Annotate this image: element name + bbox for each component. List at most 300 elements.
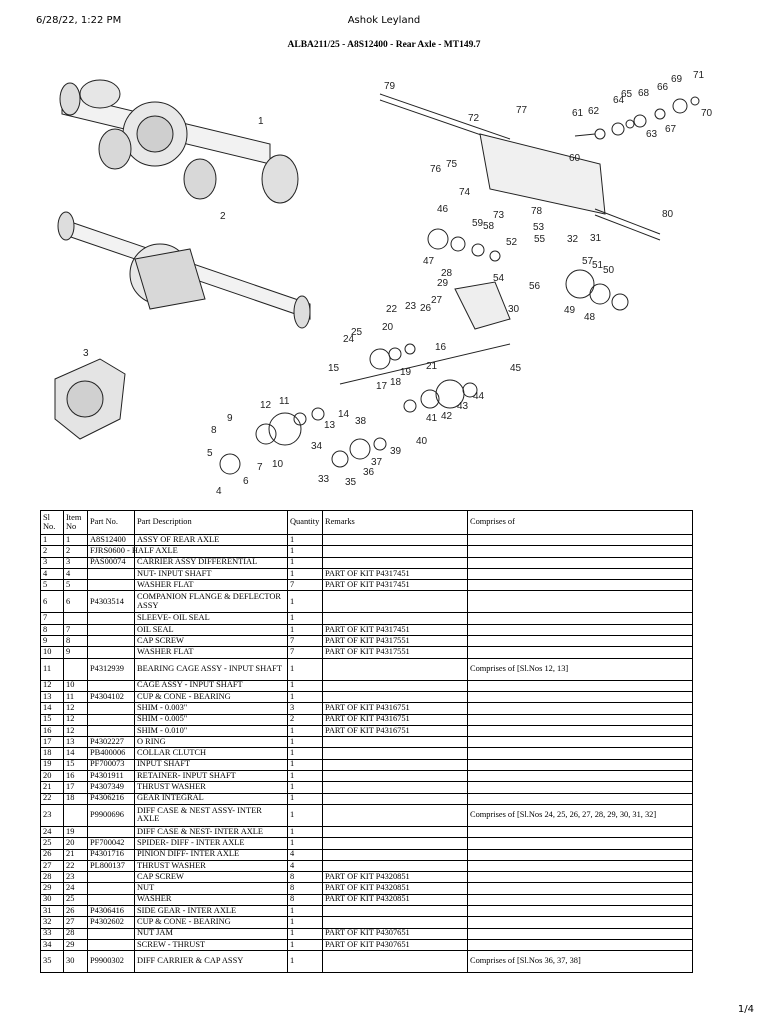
cell-sl-no: 6 xyxy=(41,591,64,613)
cell-item-no: 3 xyxy=(64,557,88,568)
cell-sl-no: 21 xyxy=(41,782,64,793)
cell-description: THRUST WASHER xyxy=(135,860,288,871)
table-row xyxy=(41,591,693,613)
cell-item-no: 13 xyxy=(64,737,88,748)
cell-sl-no: 30 xyxy=(41,894,64,905)
table-row xyxy=(41,535,693,546)
cell-quantity: 8 xyxy=(288,883,323,894)
table-row xyxy=(41,714,693,725)
cell-sl-no: 24 xyxy=(41,826,64,837)
svg-text:22: 22 xyxy=(386,304,398,315)
svg-text:50: 50 xyxy=(603,265,615,276)
cell-sl-no: 31 xyxy=(41,906,64,917)
table-row xyxy=(41,568,693,579)
svg-text:62: 62 xyxy=(588,106,600,117)
cell-comprises xyxy=(468,636,693,647)
cell-remarks: PART OF KIT P4317551 xyxy=(323,647,468,658)
cell-sl-no: 8 xyxy=(41,624,64,635)
cell-item-no: 27 xyxy=(64,917,88,928)
cell-comprises: Comprises of [Sl.Nos 12, 13] xyxy=(468,658,693,680)
cell-description: SHIM - 0.005" xyxy=(135,714,288,725)
svg-text:79: 79 xyxy=(384,81,396,92)
cell-quantity: 1 xyxy=(288,624,323,635)
cell-quantity: 7 xyxy=(288,580,323,591)
cell-remarks xyxy=(323,860,468,871)
cell-item-no: 30 xyxy=(64,951,88,973)
cell-part-no: PB400006 xyxy=(88,748,135,759)
axle-assembly-2-illustration xyxy=(58,212,310,328)
table-row xyxy=(41,793,693,804)
cell-sl-no: 3 xyxy=(41,557,64,568)
svg-text:74: 74 xyxy=(459,187,471,198)
cell-description: SHIM - 0.003" xyxy=(135,703,288,714)
cell-remarks xyxy=(323,680,468,691)
cell-quantity: 1 xyxy=(288,557,323,568)
cell-description: NUT xyxy=(135,883,288,894)
table-row xyxy=(41,771,693,782)
cell-item-no: 17 xyxy=(64,782,88,793)
cell-comprises xyxy=(468,568,693,579)
cell-comprises xyxy=(468,580,693,591)
cell-comprises xyxy=(468,535,693,546)
table-row xyxy=(41,883,693,894)
cell-item-no: 28 xyxy=(64,928,88,939)
cell-item-no: 12 xyxy=(64,703,88,714)
cell-part-no xyxy=(88,928,135,939)
cell-quantity: 1 xyxy=(288,759,323,770)
svg-text:8: 8 xyxy=(211,425,217,436)
cell-item-no: 16 xyxy=(64,771,88,782)
cell-sl-no: 32 xyxy=(41,917,64,928)
halfshaft-exploded-illustration xyxy=(380,94,699,240)
cell-quantity: 1 xyxy=(288,782,323,793)
cell-part-no: P4306416 xyxy=(88,906,135,917)
table-row xyxy=(41,703,693,714)
cell-remarks xyxy=(323,917,468,928)
cell-sl-no: 10 xyxy=(41,647,64,658)
cell-part-no: PAS00074 xyxy=(88,557,135,568)
table-row xyxy=(41,691,693,702)
cell-part-no: PF700073 xyxy=(88,759,135,770)
cell-description: SHIM - 0.010" xyxy=(135,725,288,736)
cell-remarks xyxy=(323,759,468,770)
cell-part-no: P4306216 xyxy=(88,793,135,804)
cell-part-no xyxy=(88,624,135,635)
cell-remarks xyxy=(323,737,468,748)
svg-text:61: 61 xyxy=(572,108,584,119)
cell-comprises xyxy=(468,782,693,793)
col-header-part-no: Part No. xyxy=(88,511,135,535)
table-row xyxy=(41,613,693,624)
cell-item-no: 11 xyxy=(64,691,88,702)
cell-description: CARRIER ASSY DIFFERENTIAL xyxy=(135,557,288,568)
cell-part-no xyxy=(88,714,135,725)
cell-quantity: 1 xyxy=(288,737,323,748)
svg-text:58: 58 xyxy=(483,221,495,232)
cell-description: ASSY OF REAR AXLE xyxy=(135,535,288,546)
svg-text:68: 68 xyxy=(638,88,650,99)
table-row xyxy=(41,658,693,680)
svg-text:34: 34 xyxy=(311,441,323,452)
cell-part-no xyxy=(88,647,135,658)
svg-text:78: 78 xyxy=(531,206,543,217)
col-header-comprises: Comprises of xyxy=(468,511,693,535)
svg-text:29: 29 xyxy=(437,278,449,289)
cell-item-no: 24 xyxy=(64,883,88,894)
cell-description: SCREW - THRUST xyxy=(135,939,288,950)
cell-sl-no: 18 xyxy=(41,748,64,759)
cell-part-no xyxy=(88,883,135,894)
cell-description: SIDE GEAR - INTER AXLE xyxy=(135,906,288,917)
cell-quantity: 1 xyxy=(288,951,323,973)
cell-sl-no: 7 xyxy=(41,613,64,624)
cell-quantity: 1 xyxy=(288,591,323,613)
table-row xyxy=(41,928,693,939)
svg-text:55: 55 xyxy=(534,234,546,245)
svg-text:46: 46 xyxy=(437,204,449,215)
cell-part-no: P4312939 xyxy=(88,658,135,680)
cell-description: WASHER FLAT xyxy=(135,647,288,658)
cell-description: NUT- INPUT SHAFT xyxy=(135,568,288,579)
axle-assembly-1-illustration xyxy=(60,80,298,203)
cell-description: DIFF CARRIER & CAP ASSY xyxy=(135,951,288,973)
cell-description: SPIDER- DIFF - INTER AXLE xyxy=(135,838,288,849)
cell-sl-no: 25 xyxy=(41,838,64,849)
table-row xyxy=(41,826,693,837)
differential-carrier-3-illustration xyxy=(55,359,125,439)
table-row xyxy=(41,680,693,691)
cell-description: CAGE ASSY - INPUT SHAFT xyxy=(135,680,288,691)
cell-remarks: PART OF KIT P4316751 xyxy=(323,714,468,725)
cell-quantity: 1 xyxy=(288,793,323,804)
cell-comprises xyxy=(468,703,693,714)
cell-remarks: PART OF KIT P4320851 xyxy=(323,883,468,894)
cell-part-no xyxy=(88,613,135,624)
print-datetime: 6/28/22, 1:22 PM xyxy=(36,15,122,26)
cell-remarks: PART OF KIT P4320851 xyxy=(323,872,468,883)
cell-quantity: 1 xyxy=(288,928,323,939)
cell-sl-no: 11 xyxy=(41,658,64,680)
cell-part-no xyxy=(88,939,135,950)
cell-part-no: P4301911 xyxy=(88,771,135,782)
table-row xyxy=(41,725,693,736)
cell-description: BEARING CAGE ASSY - INPUT SHAFT xyxy=(135,658,288,680)
svg-text:49: 49 xyxy=(564,305,576,316)
cell-part-no xyxy=(88,580,135,591)
cell-description: WASHER FLAT xyxy=(135,580,288,591)
cell-remarks: PART OF KIT P4317451 xyxy=(323,624,468,635)
cell-sl-no: 17 xyxy=(41,737,64,748)
cell-sl-no: 34 xyxy=(41,939,64,950)
cell-comprises xyxy=(468,714,693,725)
table-row xyxy=(41,737,693,748)
cell-comprises xyxy=(468,928,693,939)
table-row xyxy=(41,804,693,826)
col-header-remarks: Remarks xyxy=(323,511,468,535)
cell-sl-no: 16 xyxy=(41,725,64,736)
svg-text:54: 54 xyxy=(493,273,505,284)
svg-text:64: 64 xyxy=(613,95,625,106)
cell-comprises: Comprises of [Sl.Nos 36, 37, 38] xyxy=(468,951,693,973)
cell-remarks xyxy=(323,906,468,917)
cell-comprises xyxy=(468,591,693,613)
svg-text:51: 51 xyxy=(592,260,604,271)
cell-sl-no: 19 xyxy=(41,759,64,770)
cell-remarks xyxy=(323,849,468,860)
svg-text:2: 2 xyxy=(220,211,226,222)
svg-text:43: 43 xyxy=(457,401,469,412)
cell-comprises xyxy=(468,894,693,905)
cell-remarks: PART OF KIT P4307651 xyxy=(323,939,468,950)
cell-quantity: 1 xyxy=(288,680,323,691)
cell-item-no: 14 xyxy=(64,748,88,759)
cell-item-no xyxy=(64,658,88,680)
cell-quantity: 1 xyxy=(288,826,323,837)
col-header-sl-no: Sl No. xyxy=(41,511,64,535)
cell-item-no: 22 xyxy=(64,860,88,871)
cell-comprises xyxy=(468,725,693,736)
cell-item-no: 20 xyxy=(64,838,88,849)
cell-description: INPUT SHAFT xyxy=(135,759,288,770)
exploded-parts-diagram xyxy=(40,54,732,506)
table-row xyxy=(41,872,693,883)
cell-part-no: P9900696 xyxy=(88,804,135,826)
cell-sl-no: 20 xyxy=(41,771,64,782)
cell-part-no: P9900302 xyxy=(88,951,135,973)
table-row xyxy=(41,838,693,849)
cell-sl-no: 1 xyxy=(41,535,64,546)
cell-part-no xyxy=(88,725,135,736)
cell-remarks xyxy=(323,804,468,826)
cell-comprises xyxy=(468,917,693,928)
svg-text:10: 10 xyxy=(272,459,284,470)
table-row xyxy=(41,906,693,917)
svg-text:33: 33 xyxy=(318,474,330,485)
svg-text:31: 31 xyxy=(590,233,602,244)
cell-part-no xyxy=(88,680,135,691)
svg-text:13: 13 xyxy=(324,420,336,431)
cell-remarks xyxy=(323,658,468,680)
cell-item-no: 8 xyxy=(64,636,88,647)
cell-quantity: 7 xyxy=(288,647,323,658)
table-row xyxy=(41,849,693,860)
cell-part-no: P4301716 xyxy=(88,849,135,860)
cell-description: DIFF CASE & NEST- INTER AXLE xyxy=(135,826,288,837)
cell-part-no xyxy=(88,872,135,883)
cell-part-no: P4307349 xyxy=(88,782,135,793)
cell-sl-no: 14 xyxy=(41,703,64,714)
svg-text:21: 21 xyxy=(426,361,438,372)
cell-remarks: PART OF KIT P4320851 xyxy=(323,894,468,905)
cell-part-no xyxy=(88,568,135,579)
page-number: 1/4 xyxy=(737,1004,754,1015)
cell-remarks xyxy=(323,951,468,973)
svg-text:3: 3 xyxy=(83,348,89,359)
cell-description: CAP SCREW xyxy=(135,636,288,647)
cell-comprises xyxy=(468,624,693,635)
cell-description: OIL SEAL xyxy=(135,624,288,635)
cell-item-no: 2 xyxy=(64,546,88,557)
cell-part-no: A8S12400 xyxy=(88,535,135,546)
cell-sl-no: 28 xyxy=(41,872,64,883)
table-row xyxy=(41,917,693,928)
cell-description: COLLAR CLUTCH xyxy=(135,748,288,759)
cell-sl-no: 4 xyxy=(41,568,64,579)
svg-text:41: 41 xyxy=(426,413,438,424)
cell-item-no: 5 xyxy=(64,580,88,591)
cell-remarks xyxy=(323,826,468,837)
cell-item-no: 25 xyxy=(64,894,88,905)
cell-quantity: 1 xyxy=(288,535,323,546)
svg-text:20: 20 xyxy=(382,322,394,333)
cell-comprises xyxy=(468,849,693,860)
cell-sl-no: 12 xyxy=(41,680,64,691)
cell-sl-no: 9 xyxy=(41,636,64,647)
cell-quantity: 2 xyxy=(288,714,323,725)
cell-quantity: 1 xyxy=(288,804,323,826)
svg-text:28: 28 xyxy=(441,268,453,279)
cell-remarks xyxy=(323,546,468,557)
cell-description: NUT JAM xyxy=(135,928,288,939)
svg-text:73: 73 xyxy=(493,210,505,221)
svg-text:60: 60 xyxy=(569,153,581,164)
cell-comprises xyxy=(468,939,693,950)
svg-text:18: 18 xyxy=(390,377,402,388)
document-title: ALBA211/25 - A8S12400 - Rear Axle - MT149.7 xyxy=(287,40,481,50)
cell-sl-no: 15 xyxy=(41,714,64,725)
svg-text:4: 4 xyxy=(216,486,222,497)
cell-description: WASHER xyxy=(135,894,288,905)
cell-part-no xyxy=(88,826,135,837)
cell-description: SLEEVE- OIL SEAL xyxy=(135,613,288,624)
cell-item-no: 4 xyxy=(64,568,88,579)
cell-description: COMPANION FLANGE & DEFLECTOR ASSY xyxy=(135,591,288,613)
cell-sl-no: 35 xyxy=(41,951,64,973)
table-row xyxy=(41,951,693,973)
svg-text:75: 75 xyxy=(446,159,458,170)
cell-comprises xyxy=(468,906,693,917)
cell-comprises xyxy=(468,557,693,568)
cell-item-no: 21 xyxy=(64,849,88,860)
cell-comprises xyxy=(468,771,693,782)
svg-text:17: 17 xyxy=(376,381,388,392)
svg-text:7: 7 xyxy=(257,462,263,473)
svg-text:23: 23 xyxy=(405,301,417,312)
cell-item-no: 18 xyxy=(64,793,88,804)
svg-text:67: 67 xyxy=(665,124,677,135)
cell-comprises xyxy=(468,691,693,702)
svg-text:11: 11 xyxy=(279,396,290,407)
svg-text:26: 26 xyxy=(420,303,432,314)
table-row xyxy=(41,580,693,591)
cell-part-no xyxy=(88,703,135,714)
cell-comprises xyxy=(468,883,693,894)
cell-item-no xyxy=(64,613,88,624)
svg-text:65: 65 xyxy=(621,89,633,100)
svg-text:47: 47 xyxy=(423,256,435,267)
cell-part-no: P4303514 xyxy=(88,591,135,613)
cell-remarks: PART OF KIT P4317551 xyxy=(323,636,468,647)
table-row xyxy=(41,546,693,557)
cell-comprises xyxy=(468,748,693,759)
cell-remarks xyxy=(323,838,468,849)
page-bottom-clip xyxy=(0,1013,768,1024)
cell-sl-no: 33 xyxy=(41,928,64,939)
cell-quantity: 1 xyxy=(288,906,323,917)
cell-description: O RING xyxy=(135,737,288,748)
cell-description: CUP & CONE - BEARING xyxy=(135,691,288,702)
cell-description: RETAINER- INPUT SHAFT xyxy=(135,771,288,782)
cell-comprises: Comprises of [Sl.Nos 24, 25, 26, 27, 28, 29, 30, 31, 32] xyxy=(468,804,693,826)
cell-comprises xyxy=(468,793,693,804)
cell-comprises xyxy=(468,680,693,691)
cell-item-no: 12 xyxy=(64,714,88,725)
svg-text:36: 36 xyxy=(363,467,375,478)
svg-text:30: 30 xyxy=(508,304,520,315)
col-header-item-no: Item No xyxy=(64,511,88,535)
cell-quantity: 7 xyxy=(288,636,323,647)
cell-sl-no: 27 xyxy=(41,860,64,871)
cell-item-no: 1 xyxy=(64,535,88,546)
table-row xyxy=(41,624,693,635)
cell-sl-no: 13 xyxy=(41,691,64,702)
cell-part-no xyxy=(88,636,135,647)
cell-part-no: FJRS0600 - HALF AXLE xyxy=(88,546,135,557)
svg-text:72: 72 xyxy=(468,113,480,124)
site-name: Ashok Leyland xyxy=(347,15,421,26)
svg-text:1: 1 xyxy=(258,116,264,127)
cell-remarks xyxy=(323,782,468,793)
table-row xyxy=(41,782,693,793)
cell-item-no: 26 xyxy=(64,906,88,917)
cell-remarks: PART OF KIT P4307651 xyxy=(323,928,468,939)
svg-text:45: 45 xyxy=(510,363,522,374)
table-row xyxy=(41,557,693,568)
svg-text:25: 25 xyxy=(351,327,363,338)
cell-comprises xyxy=(468,613,693,624)
cell-item-no: 23 xyxy=(64,872,88,883)
cell-description: THRUST WASHER xyxy=(135,782,288,793)
cell-remarks: PART OF KIT P4317451 xyxy=(323,580,468,591)
cell-quantity: 1 xyxy=(288,748,323,759)
cell-remarks: PART OF KIT P4317451 xyxy=(323,568,468,579)
cell-part-no xyxy=(88,894,135,905)
svg-text:40: 40 xyxy=(416,436,428,447)
cell-quantity: 1 xyxy=(288,838,323,849)
svg-text:77: 77 xyxy=(516,105,528,116)
cell-comprises xyxy=(468,759,693,770)
col-header-description: Part Description xyxy=(135,511,288,535)
svg-text:12: 12 xyxy=(260,400,272,411)
cell-part-no: PL800137 xyxy=(88,860,135,871)
cell-description: CAP SCREW xyxy=(135,872,288,883)
cell-sl-no: 26 xyxy=(41,849,64,860)
svg-text:48: 48 xyxy=(584,312,596,323)
svg-text:57: 57 xyxy=(582,256,594,267)
svg-text:53: 53 xyxy=(533,222,545,233)
cell-description: CUP & CONE - BEARING xyxy=(135,917,288,928)
cell-comprises xyxy=(468,737,693,748)
svg-text:70: 70 xyxy=(701,108,713,119)
cell-comprises xyxy=(468,838,693,849)
table-row xyxy=(41,748,693,759)
svg-text:6: 6 xyxy=(243,476,249,487)
cell-part-no: P4302227 xyxy=(88,737,135,748)
cell-quantity: 1 xyxy=(288,613,323,624)
cell-sl-no: 22 xyxy=(41,793,64,804)
cell-sl-no: 29 xyxy=(41,883,64,894)
svg-text:52: 52 xyxy=(506,237,518,248)
